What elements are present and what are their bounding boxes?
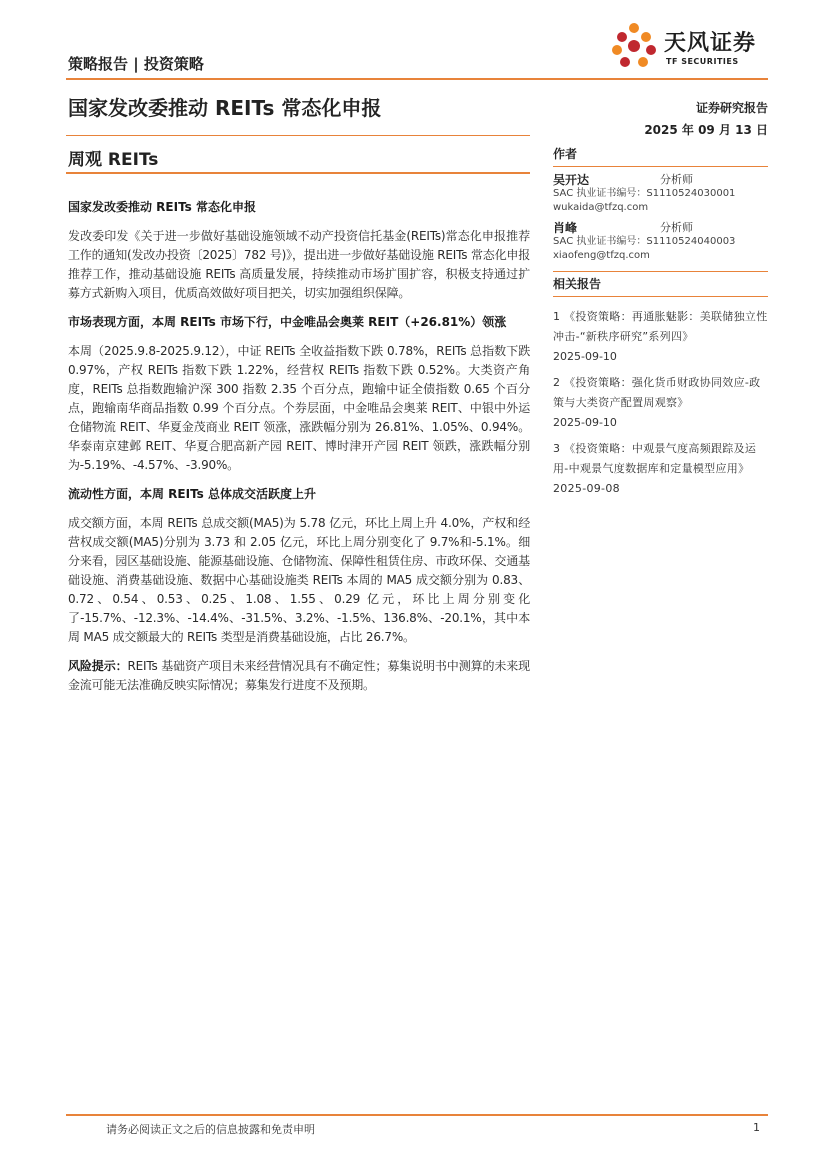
section-label: 策略报告 | 投资策略 [68,55,204,73]
related-report-date: 2025-09-10 [553,350,617,363]
related-report-item[interactable]: 3 《投资策略：中观景气度高频跟踪及运用-中观景气度数据库和定量模型应用》 2025-09-08 [553,442,757,495]
logo-english-name: TF SECURITIES [666,57,739,66]
related-report-item[interactable]: 2 《投资策略：强化货币财政协同效应-政策与大类资产配置周观察》 [553,376,761,409]
section-heading-market: 市场表现方面，本周 REITs 市场下行，中金唯品会奥莱 REIT（+26.81%）领涨 [68,315,507,329]
author-email[interactable]: wukaida@tfzq.com [553,202,649,213]
risk-text: REITs 基础资产项目未来经营情况具有不确定性；募集说明书中测算的未来现金流可能无法准确反映实际情况；募集发行进度不及预期。 [68,659,530,692]
sidebar [553,142,768,499]
section-text-policy: 发改委印发《关于进一步做好基础设施领域不动产投资信托基金(REITs)常态化申报推荐工作的通知(发改办投资〔2025〕782 号)》，提出进一步做好基础设施 REITs 常态化申报推荐工作，推动基础设施 REITs 高质量发展，持续推动市场扩围扩容，积极支持通过扩募方式新购入项目，优质高效做好项目把关，切实加强组织保障。 [68,229,530,300]
report-date: 2025 年 09 月 13 日 [644,123,768,137]
logo-chinese-name: 天风证券 [664,31,757,56]
company-logo [608,20,768,72]
report-title: 国家发改委推动 REITs 常态化申报 [68,96,382,120]
author-name: 肖峰 [553,221,578,235]
authors-heading: 作者 [553,142,768,167]
author-certificate: SAC 执业证书编号：S1110524030001 [553,188,736,199]
author-role: 分析师 [660,221,693,234]
section-heading-policy: 国家发改委推动 REITs 常态化申报 [68,200,256,214]
author-certificate: SAC 执业证书编号：S1110524040003 [553,236,736,247]
logo-mark-icon [608,20,660,72]
author-card [553,173,768,215]
author-card [553,221,768,263]
section-text-liquidity: 成交额方面，本周 REITs 总成交额(MA5)为 5.78 亿元，环比上周上升 4.0%，产权和经营权成交额(MA5)分别为 3.73 和 2.05 亿元，环比上周分别变化了 9.7%和-5.1%。细分来看，园区基础设施、能源基础设施、仓储物流、保障性租赁住房、市政环保、交通基础设施、消费基础设施、数据中心基础设施类 REITs 本周的 MA5 成交额分别为 0.83、0.72、0.54、0.53、0.25、1.08、1.55、0.29 亿元，环比上周分别变化了-15.7%、-12.3%、-14.4%、-31.5%、3.2%、-1.5%、136.8%、-20.1%，其中本周 MA5 成交额最大的 REITs 类型是消费基础设施，占比 26.7%。 [68,516,530,644]
author-email[interactable]: xiaofeng@tfzq.com [553,250,650,261]
related-report-item[interactable]: 1 《投资策略：再通胀魅影：美联储独立性冲击-“新秩序研究”系列四》 [553,310,768,343]
report-subtitle: 周观 REITs [68,150,159,170]
subtitle-divider [66,172,530,174]
main-content [68,198,530,705]
related-report-date: 2025-09-10 [553,416,617,429]
section-text-market: 本周（2025.9.8-2025.9.12），中证 REITs 全收益指数下跌 0.78%，REITs 总指数下跌 0.97%，产权 REITs 指数下跌 1.22%，经营权 REITs 指数下跌 0.52%。大类资产角度，REITs 总指数跑输沪深 300 指数 2.35 个百分点，跑输中证全债指数 0.65 个百分点，跑输南华商品指数 0.99 个百分点。个券层面，中金唯品会奥莱 REIT、中银中外运仓储物流 REIT、华夏金茂商业 REIT 领涨，涨跌幅分别为 26.81%、1.05%、0.94%。华泰南京建邺 REIT、华夏合肥高新产园 REIT、博时津开产园 REIT 领跌，涨跌幅分别为-5.19%、-4.57%、-3.90%。 [68,344,530,472]
page-number: 1 [753,1121,760,1134]
section-heading-liquidity: 流动性方面，本周 REITs 总体成交活跃度上升 [68,487,316,501]
author-role: 分析师 [660,173,693,186]
risk-warning [68,657,530,695]
title-divider [66,135,530,136]
disclaimer-note: 请务必阅读正文之后的信息披露和免责申明 [106,1123,315,1136]
footer-divider [66,1114,768,1116]
author-name: 吴开达 [553,173,590,187]
document-type: 证券研究报告 [695,101,768,115]
related-reports-heading: 相关报告 [553,271,768,297]
risk-label: 风险提示： [68,659,128,673]
header-divider [66,78,768,80]
